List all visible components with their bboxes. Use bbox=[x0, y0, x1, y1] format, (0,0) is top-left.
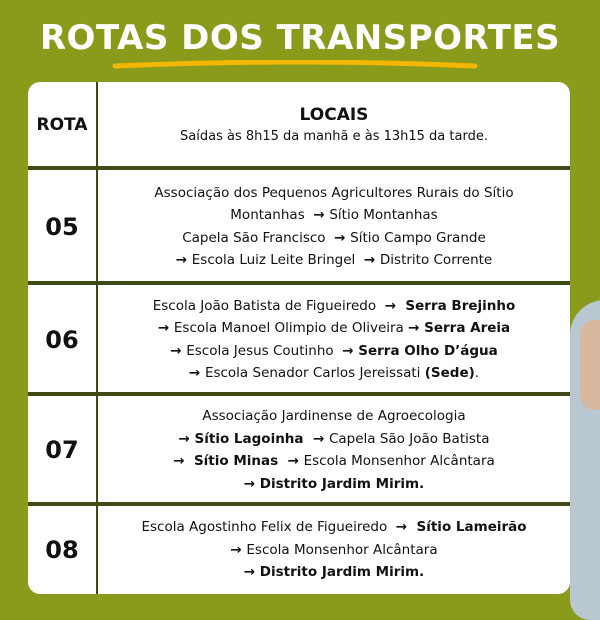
stop-text: → bbox=[312, 430, 329, 447]
stop-text: Sítio Campo Grande bbox=[350, 229, 486, 246]
title-underline bbox=[110, 60, 480, 70]
stop-text: Escola Monsenhor Alcântara bbox=[303, 453, 495, 469]
route-stops bbox=[98, 396, 570, 504]
route-stops bbox=[98, 286, 570, 393]
stop-line bbox=[189, 362, 479, 385]
stop-text: Capela São Francisco bbox=[182, 229, 335, 246]
stop-text: Sítio Montanhas bbox=[329, 207, 438, 223]
stop-text: → bbox=[175, 252, 192, 268]
stop-line bbox=[170, 340, 498, 363]
stop-text: Escola Agostinho Felix de Figueiredo bbox=[141, 519, 396, 536]
stop-text: Escola Manoel Olimpio de Oliveira bbox=[173, 320, 409, 336]
rota-header: ROTA bbox=[36, 115, 88, 135]
stop-line bbox=[153, 295, 516, 318]
stop-line bbox=[141, 516, 526, 539]
stop-text: → bbox=[170, 342, 187, 359]
route-stops bbox=[98, 506, 570, 594]
stop-line bbox=[230, 539, 437, 562]
route-number: 08 bbox=[45, 536, 79, 564]
stop-text: → bbox=[334, 229, 351, 246]
table-row bbox=[28, 173, 570, 280]
person-arm bbox=[580, 320, 600, 410]
stop-text: Distrito Corrente bbox=[379, 252, 493, 268]
stop-line bbox=[244, 473, 424, 496]
page-title: ROTAS DOS TRANSPORTES bbox=[39, 18, 561, 58]
stop-text: → Distrito Jardim Mirim. bbox=[243, 564, 425, 581]
stop-text: Escola João Batista de Figueiredo bbox=[152, 297, 385, 314]
route-number: 07 bbox=[45, 436, 79, 464]
table-header bbox=[28, 82, 570, 168]
route-stops bbox=[98, 173, 570, 280]
stop-text: → Sítio Lameirão bbox=[395, 519, 527, 536]
stop-text: Escola Monsenhor Alcântara bbox=[246, 541, 438, 558]
stop-text: Associação Jardinense de Agroecologia bbox=[202, 408, 466, 424]
row-separator bbox=[28, 281, 570, 285]
stop-line bbox=[179, 428, 490, 451]
stop-text: . bbox=[474, 365, 480, 381]
stop-text: → Serra Areia bbox=[408, 320, 511, 336]
stop-text: Associação dos Pequenos Agricultores Rurais do Sítio bbox=[154, 184, 514, 201]
stop-text: → Serra Olho D’água bbox=[342, 342, 498, 359]
stop-text: Escola Jesus Coutinho bbox=[186, 342, 343, 359]
stop-text: → bbox=[157, 320, 174, 336]
stop-text: → bbox=[384, 297, 406, 314]
stop-text: Capela São João Batista bbox=[328, 430, 490, 447]
stop-text: Montanhas bbox=[230, 207, 314, 223]
stop-text: → bbox=[313, 207, 330, 223]
stop-line bbox=[230, 204, 437, 227]
stop-text: Escola Luiz Leite Bringel bbox=[191, 252, 364, 268]
stop-text: → bbox=[188, 365, 205, 381]
stop-line bbox=[158, 317, 510, 340]
stop-text: Serra Brejinho bbox=[405, 297, 516, 314]
table-row bbox=[28, 506, 570, 594]
stop-line bbox=[154, 182, 513, 205]
stop-line bbox=[244, 561, 424, 584]
stop-text: Sítio Minas bbox=[193, 453, 288, 469]
locais-header: LOCAIS bbox=[299, 105, 369, 125]
stop-text: → Sítio Lagoinha bbox=[178, 430, 313, 447]
stop-text: Escola Senador Carlos Jereissati bbox=[204, 365, 425, 381]
stop-text: (Sede) bbox=[424, 365, 475, 381]
stop-text: → bbox=[230, 541, 247, 558]
stop-line bbox=[173, 450, 495, 473]
stop-text: → Distrito Jardim Mirim. bbox=[243, 475, 425, 492]
table-row bbox=[28, 396, 570, 504]
stop-text: → bbox=[287, 453, 304, 469]
stop-text: → bbox=[363, 252, 380, 268]
stop-line bbox=[182, 227, 486, 250]
table-row bbox=[28, 286, 570, 393]
route-number: 05 bbox=[45, 212, 79, 241]
row-separator bbox=[28, 166, 570, 170]
stop-line bbox=[176, 249, 492, 272]
routes-table bbox=[28, 82, 570, 594]
stop-line bbox=[202, 405, 465, 428]
stop-text: → bbox=[173, 453, 194, 469]
schedule-subtitle: Saídas às 8h15 da manhã e às 13h15 da tarde. bbox=[180, 129, 488, 144]
route-number: 06 bbox=[45, 325, 79, 354]
